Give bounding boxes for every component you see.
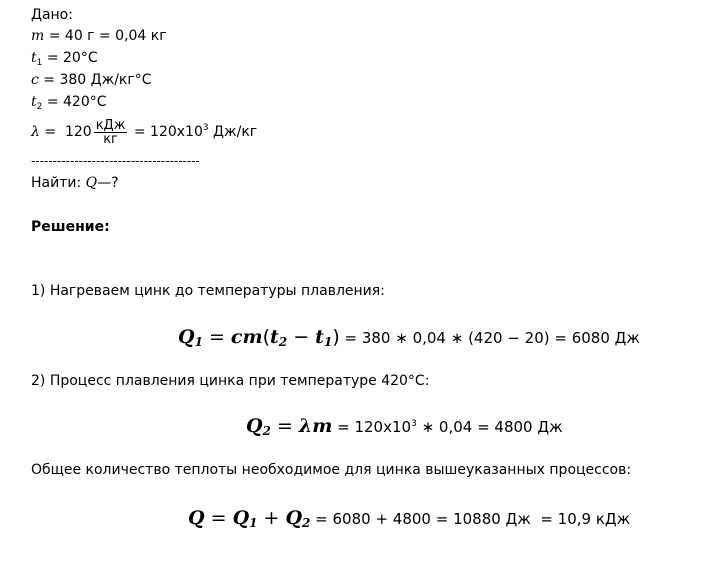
eq2-exponent: 3 — [411, 419, 417, 429]
lambda-fraction — [94, 119, 128, 146]
eq3-q1-subscript: 1 — [249, 516, 258, 530]
q1-subscript: 1 — [194, 335, 203, 349]
t2-symbol: t — [31, 94, 37, 110]
eq1-t2-subscript: 2 — [278, 335, 288, 349]
given-mass — [31, 27, 167, 45]
eq3-q1-var: Q — [232, 507, 250, 529]
q1-var: Q — [178, 326, 195, 348]
step2-text: 2) Процесс плавления цинка при температуре 420°С: — [31, 373, 430, 389]
lambda-prefix: = 120 — [39, 124, 92, 140]
eq1-equals: = — [202, 326, 231, 348]
t1-var: t — [315, 326, 324, 348]
eq3-q2-var: Q — [285, 507, 303, 529]
lambda-m-var: λm — [298, 415, 333, 437]
lambda-numerator: кДж — [95, 117, 126, 133]
t1-value: = 20°C — [42, 50, 98, 66]
summary-text: Общее количество теплоты необходимое для цинка вышеуказанных процессов: — [31, 462, 632, 478]
t1-subscript: 1 — [36, 58, 43, 68]
find-suffix: —? — [97, 175, 119, 191]
find-line — [31, 174, 119, 192]
eq3-plus: + — [257, 507, 286, 529]
lambda-unit: Дж/кг — [208, 124, 258, 140]
q2-var: Q — [246, 415, 263, 437]
mass-symbol: m — [31, 28, 45, 44]
cm-var: cm — [230, 326, 263, 348]
eq1-t1-subscript: 1 — [323, 335, 333, 349]
equation-3 — [188, 507, 630, 530]
lambda-symbol: λ — [31, 124, 40, 140]
c-value: = 380 Дж/кг°С — [38, 72, 152, 88]
q-total-var: Q — [188, 507, 205, 529]
eq2-rhs-a: = 120x10 — [332, 418, 412, 436]
solution-header: Решение: — [31, 219, 110, 235]
t1-symbol: t — [31, 50, 37, 66]
given-header: Дано: — [31, 7, 73, 23]
given-separator: --------------------------------------- — [31, 154, 200, 168]
eq2-rhs-b: ∗ 0,04 = 4800 Дж — [416, 418, 563, 436]
eq2-equals: = — [270, 415, 299, 437]
eq1-minus: − — [287, 326, 316, 348]
eq1-open-paren: ( — [262, 326, 271, 348]
eq3-equals: = — [204, 507, 233, 529]
given-t2 — [31, 93, 107, 111]
q2-subscript: 2 — [262, 424, 271, 438]
step1-text: 1) Нагреваем цинк до температуры плавления: — [31, 283, 385, 299]
find-label: Найти: — [31, 175, 86, 191]
equation-1 — [178, 326, 640, 349]
given-t1 — [31, 49, 98, 67]
lambda-exponent: 3 — [202, 123, 209, 133]
lambda-denominator: кг — [103, 131, 118, 147]
equation-2 — [246, 415, 563, 438]
eq3-q2-subscript: 2 — [302, 516, 311, 530]
eq1-rhs: = 380 ∗ 0,04 ∗ (420 − 20) = 6080 Дж — [339, 329, 640, 347]
t2-value: = 420°C — [42, 94, 107, 110]
given-c — [31, 71, 152, 89]
eq1-close-paren: ) — [332, 326, 340, 348]
t2-subscript: 2 — [36, 102, 43, 112]
lambda-rhs: = 120x10 — [129, 124, 203, 140]
c-symbol: c — [31, 72, 39, 88]
t2-var: t — [270, 326, 279, 348]
mass-value: = 40 г = 0,04 кг — [44, 28, 167, 44]
eq3-rhs: = 6080 + 4800 = 10880 Дж = 10,9 кДж — [310, 510, 631, 528]
find-target: Q — [85, 175, 98, 191]
given-lambda — [31, 116, 257, 148]
